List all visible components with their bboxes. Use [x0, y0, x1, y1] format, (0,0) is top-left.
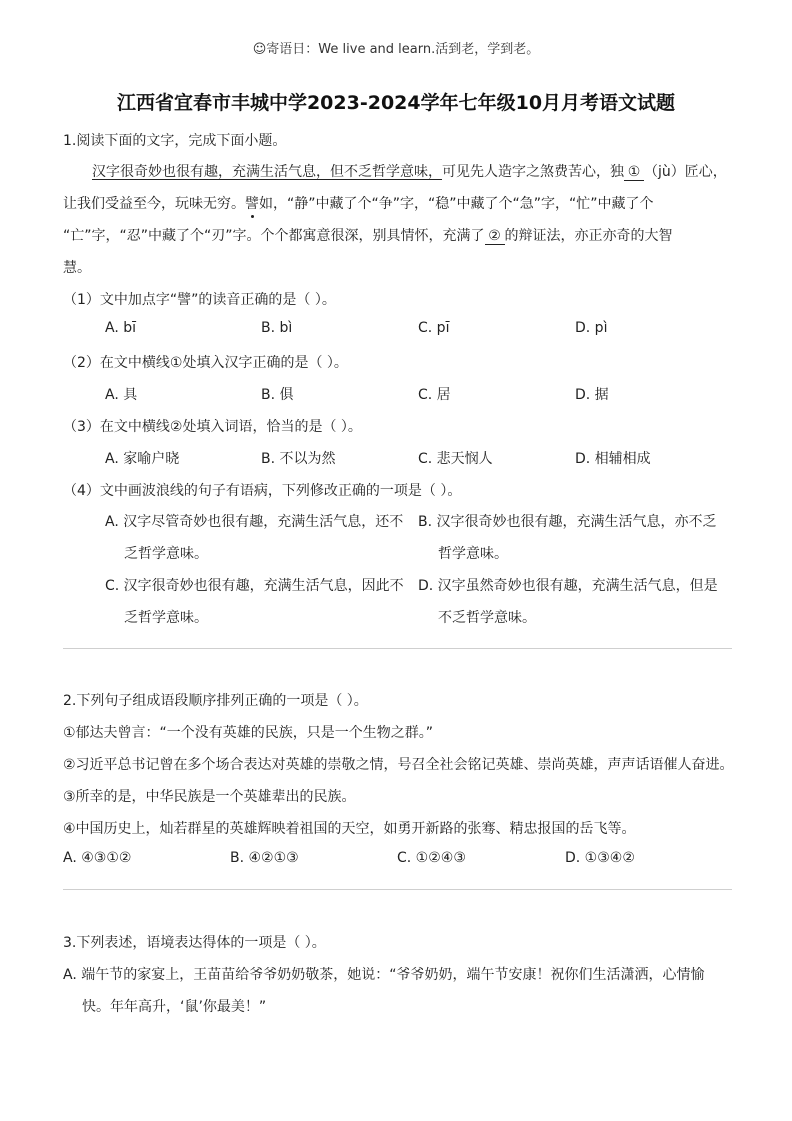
q1-sub4-option-b[interactable]: B. 汉字很奇妙也很有趣，充满生活气息，亦不乏 [418, 514, 717, 530]
section-divider [63, 648, 732, 649]
dotted-character: 譬 [245, 196, 259, 212]
q1-sub4-option-b-cont: 哲学意味。 [438, 546, 508, 562]
q3-option-a-cont: 快。年年高升，‘鼠’你最美！” [82, 999, 267, 1015]
q2-option-c[interactable]: C. ①②④③ [397, 850, 466, 866]
q1-passage-line-1: 汉字很奇妙也很有趣，充满生活气息，但不乏哲学意味，可见先人造字之煞费苦心，独 ① （jù）匠心， [92, 164, 727, 180]
blank-1: ① [624, 164, 644, 181]
q1-sub2-option-d[interactable]: D. 据 [575, 387, 609, 403]
q1-passage-line-4: 慧。 [63, 260, 91, 276]
q1-stem: 1.阅读下面的文字，完成下面小题。 [63, 133, 287, 149]
q2-sentence-2: ②习近平总书记曾在多个场合表达对英雄的崇敬之情，号召全社会铭记英雄、崇尚英雄，声声话语催人奋进。 [63, 757, 734, 773]
motto-line: ☺寄语日：We live and learn.活到老，学到老。 [252, 42, 540, 57]
q2-option-d[interactable]: D. ①③④② [565, 850, 635, 866]
q2-sentence-1: ①郁达夫曾言：“一个没有英雄的民族，只是一个生物之群。” [63, 725, 434, 741]
q1-sub2-option-c[interactable]: C. 居 [418, 387, 451, 403]
q1-sub1-question: （1）文中加点字“譬”的读音正确的是（ ）。 [63, 292, 336, 308]
q2-stem: 2.下列句子组成语段顺序排列正确的一项是（ ）。 [63, 693, 368, 709]
q1-sub1-option-d[interactable]: D. pì [575, 320, 608, 336]
q1-sub4-option-c[interactable]: C. 汉字很奇妙也很有趣，充满生活气息，因此不 [105, 578, 404, 594]
blank-2: ② [485, 228, 505, 245]
wavy-underlined-sentence: 汉字很奇妙也很有趣，充满生活气息，但不乏哲学意味， [92, 164, 442, 180]
q1-passage-line-2: 让我们受益至今，玩味无穷。譬如，“静”中藏了个“争”字，“稳”中藏了个“急”字，“忙”中藏了个 [63, 196, 654, 212]
q1-sub4-option-d-cont: 不乏哲学意味。 [438, 610, 536, 626]
q1-sub4-option-c-cont: 乏哲学意味。 [124, 610, 208, 626]
q1-sub1-option-b[interactable]: B. bì [261, 320, 293, 336]
q1-sub3-option-c[interactable]: C. 悲天悯人 [418, 451, 493, 467]
exam-title: 江西省宜春市丰城中学2023-2024学年七年级10月月考语文试题 [116, 92, 676, 114]
q1-sub3-option-a[interactable]: A. 家喻户晓 [105, 451, 180, 467]
q1-sub2-question: （2）在文中横线①处填入汉字正确的是（ ）。 [63, 355, 348, 371]
q2-option-b[interactable]: B. ④②①③ [230, 850, 299, 866]
q2-sentence-3: ③所幸的是，中华民族是一个英雄辈出的民族。 [63, 789, 356, 805]
q3-option-a[interactable]: A. 端午节的家宴上，王苗苗给爷爷奶奶敬茶，她说：“爷爷奶奶，端午节安康！祝你们生活潇洒，心情愉 [63, 967, 705, 983]
q1-sub3-question: （3）在文中横线②处填入词语，恰当的是（ ）。 [63, 419, 362, 435]
q2-sentence-4: ④中国历史上，灿若群星的英雄辉映着祖国的天空，如勇开新路的张骞、精忠报国的岳飞等。 [63, 821, 636, 837]
q1-sub2-option-b[interactable]: B. 俱 [261, 387, 294, 403]
q1-sub4-option-a[interactable]: A. 汉字尽管奇妙也很有趣，充满生活气息，还不 [105, 514, 404, 530]
q2-option-a[interactable]: A. ④③①② [63, 850, 132, 866]
q1-sub4-option-d[interactable]: D. 汉字虽然奇妙也很有趣，充满生活气息，但是 [418, 578, 718, 594]
q1-sub2-option-a[interactable]: A. 具 [105, 387, 138, 403]
section-divider [63, 889, 732, 890]
q1-sub1-option-a[interactable]: A. bī [105, 320, 137, 336]
q1-sub3-option-d[interactable]: D. 相辅相成 [575, 451, 651, 467]
q1-sub1-option-c[interactable]: C. pī [418, 320, 450, 336]
q3-stem: 3.下列表述，语境表达得体的一项是（ ）。 [63, 935, 326, 951]
q1-passage-line-3: “亡”字，“忍”中藏了个“刃”字。个个都寓意很深，别具情怀，充满了 ② 的辩证法，亦正亦奇的大智 [63, 228, 673, 244]
q1-sub4-option-a-cont: 乏哲学意味。 [124, 546, 208, 562]
q1-sub3-option-b[interactable]: B. 不以为然 [261, 451, 336, 467]
q1-sub4-question: （4）文中画波浪线的句子有语病，下列修改正确的一项是（ ）。 [63, 483, 462, 499]
